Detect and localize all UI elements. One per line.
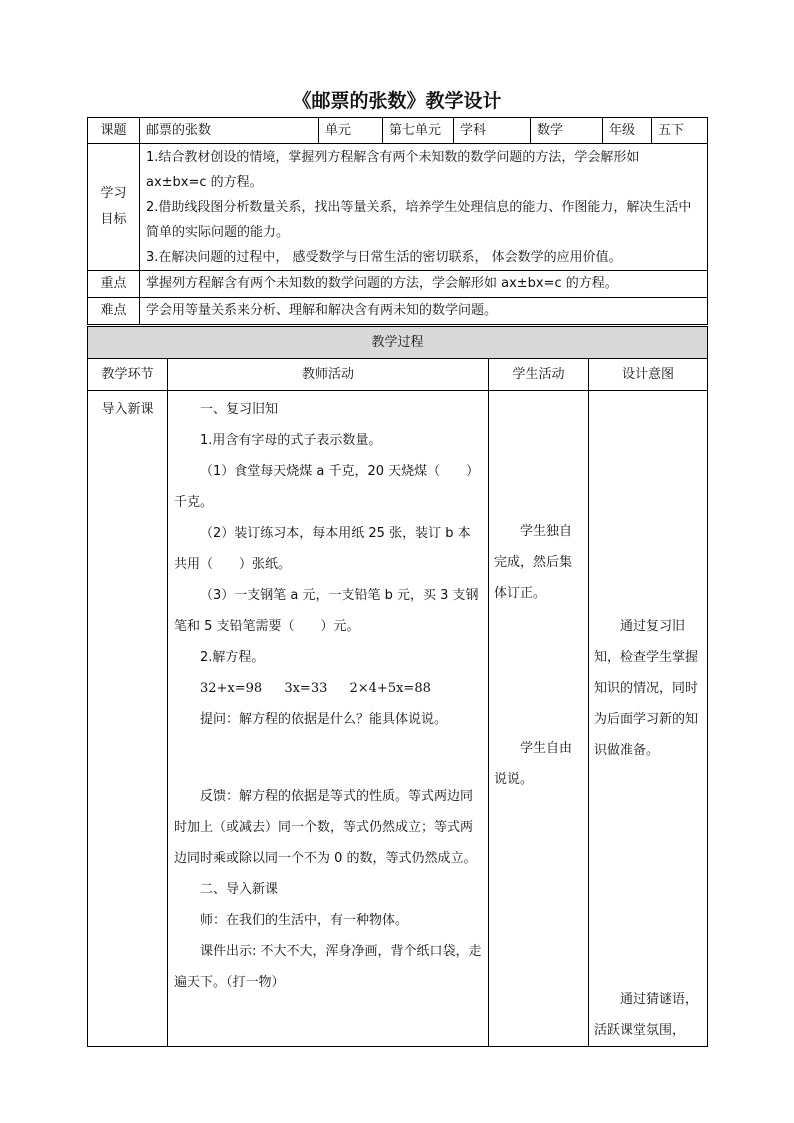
goal-item-2: 2.借助线段图分析数量关系，找出等量关系，培养学生处理信息的能力、作图能力，解决生活中简单的实际问题的能力。 (146, 199, 692, 240)
lesson-info-table (87, 117, 708, 325)
teacher-question: 提问：解方程的依据是什么？能具体说说。 (200, 712, 448, 727)
unit-label: 单元 (319, 118, 383, 144)
teaching-process-table (87, 326, 708, 1047)
question-1: （1）食堂每天烧煤 a 千克，20 天烧煤（ ）千克。 (174, 464, 480, 510)
student-activity (489, 391, 589, 1047)
keypoint-text: 掌握列方程解含有两个未知数的数学问题的方法，学会解形如 ax±bx=c 的方程。 (140, 271, 708, 298)
stage-cell (88, 391, 168, 1047)
intent-2: 通过猜谜语，活跃课堂氛围， (594, 992, 699, 1038)
col-teacher: 教师活动 (168, 359, 489, 391)
review-item-1: 1.用含有字母的式子表示数量。 (200, 433, 382, 448)
grade-value: 五下 (652, 118, 708, 144)
process-heading: 教学过程 (88, 327, 708, 359)
col-stage: 教学环节 (88, 359, 168, 391)
col-intent: 设计意图 (589, 359, 708, 391)
review-title: 一、复习旧知 (200, 402, 279, 417)
topic-label: 课题 (88, 118, 140, 144)
topic-value: 邮票的张数 (140, 118, 319, 144)
riddle: 课件出示: 不大不大，浑身净画，背个纸口袋，走遍天下。（打一物） (174, 944, 482, 990)
review-item-2: 2.解方程。 (200, 650, 265, 665)
question-2: （2）装订练习本，每本用纸 25 张，装订 b 本共用（ ）张纸。 (174, 526, 471, 572)
page-title: 《邮票的张数》教学设计 (292, 90, 502, 112)
goal-item-1: 1.结合教材创设的情境，掌握列方程解含有两个未知数的数学问题的方法，学会解形如 ax±bx=c 的方程。 (146, 149, 640, 190)
subject-value: 数学 (531, 118, 603, 144)
feedback: 反馈：解方程的依据是等式的性质。等式两边同时加上（或减去）同一个数，等式仍然成立；等式两边同时乘或除以同一个不为 0 的数，等式仍然成立。 (174, 789, 477, 866)
difficulty-label: 难点 (88, 298, 140, 325)
goals-content (140, 144, 708, 271)
stage-label: 导入新课 (101, 402, 154, 417)
subject-label: 学科 (454, 118, 531, 144)
teacher-activity (168, 391, 489, 1047)
difficulty-text: 学会用等量关系来分析、理解和解决含有两未知的数学问题。 (140, 298, 708, 325)
unit-value: 第七单元 (383, 118, 454, 144)
student-activity-2: 学生自由说说。 (494, 741, 573, 787)
question-3: （3）一支钢笔 a 元，一支铅笔 b 元，买 3 支钢笔和 5 支铅笔需要（ ）元。 (174, 588, 479, 634)
student-activity-1: 学生独自完成，然后集体订正。 (494, 524, 573, 601)
goals-label: 学习目标 (88, 144, 140, 271)
goal-item-3: 3.在解决问题的过程中， 感受数学与日常生活的密切联系， 体会数学的应用价值。 (146, 249, 622, 265)
intro-title: 二、导入新课 (200, 882, 279, 897)
col-student: 学生活动 (489, 359, 589, 391)
teacher-say: 师：在我们的生活中，有一种物体。 (200, 913, 409, 928)
grade-label: 年级 (603, 118, 652, 144)
design-intent (589, 391, 708, 1047)
intent-1: 通过复习旧知，检查学生掌握知识的情况，同时为后面学习新的知识做准备。 (594, 619, 699, 758)
keypoint-label: 重点 (88, 271, 140, 298)
equations: 32+x=98 3x=33 2×4+5x=88 (200, 681, 431, 696)
